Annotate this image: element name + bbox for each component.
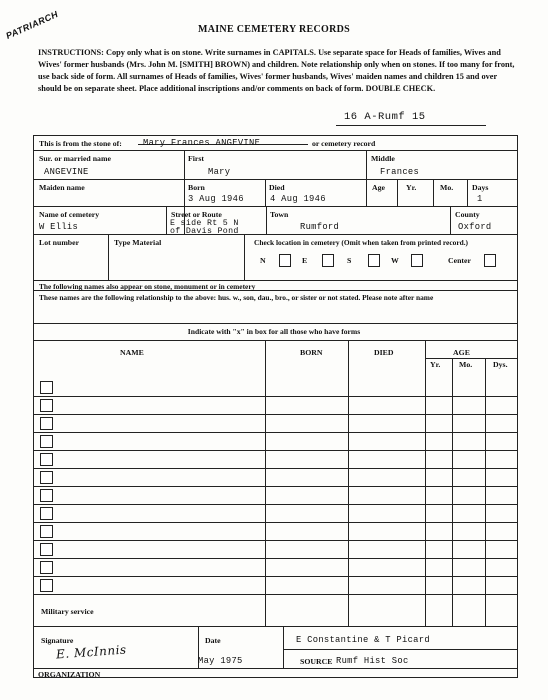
divider	[348, 340, 349, 626]
divider	[33, 234, 518, 235]
divider	[33, 206, 518, 207]
divider	[485, 358, 486, 626]
has-form-checkbox[interactable]	[40, 471, 53, 484]
cemetery-record-label: or cemetery record	[312, 139, 376, 148]
divider	[108, 234, 109, 280]
reference-underline	[336, 125, 486, 126]
cemetery-name-value: W Ellis	[39, 222, 79, 232]
has-form-checkbox[interactable]	[40, 453, 53, 466]
location-s-checkbox[interactable]	[368, 254, 380, 267]
table-row-divider	[33, 468, 518, 469]
county-value: Oxford	[458, 222, 492, 232]
table-row-divider	[33, 540, 518, 541]
location-w-checkbox[interactable]	[411, 254, 423, 267]
from-stone-label: This is from the stone of:	[39, 139, 122, 148]
table-row-divider	[33, 594, 518, 595]
middle-name-value: Frances	[380, 167, 420, 177]
age-years-column-header: Yr.	[430, 360, 441, 369]
first-name-value: Mary	[208, 167, 231, 177]
surname-label: Sur. or married name	[39, 154, 111, 163]
first-name-label: First	[188, 154, 205, 163]
stone-of-value: Mary Frances ANGEVINE	[143, 138, 261, 148]
signature-value: E. McInnis	[55, 642, 127, 662]
age-column-header: AGE	[453, 348, 470, 357]
location-center-checkbox[interactable]	[484, 254, 496, 267]
divider	[166, 206, 167, 234]
table-row-divider	[33, 414, 518, 415]
location-e-label: E	[302, 256, 308, 265]
divider	[33, 179, 518, 180]
divider	[33, 280, 518, 281]
has-form-checkbox[interactable]	[40, 507, 53, 520]
divider	[283, 649, 518, 650]
divider	[425, 340, 426, 626]
has-form-checkbox[interactable]	[40, 489, 53, 502]
indicate-label: Indicate with "x" in box for all those who have forms	[187, 327, 361, 336]
divider	[397, 179, 398, 206]
divider	[265, 179, 266, 206]
patriarch-annotation: PATRIARCH	[4, 9, 60, 41]
type-material-label: Type Material	[114, 238, 162, 247]
has-form-checkbox[interactable]	[40, 417, 53, 430]
table-row-divider	[33, 396, 518, 397]
divider	[33, 340, 518, 341]
has-form-checkbox[interactable]	[40, 399, 53, 412]
table-row-divider	[33, 450, 518, 451]
divider	[266, 206, 267, 234]
relationship-label: These names are the following relationship to the above: hus. w., son, dau., bro., or sister or not stated. Please note after name	[39, 293, 434, 302]
location-s-label: S	[347, 256, 352, 265]
died-value: 4 Aug 1946	[270, 194, 326, 204]
died-column-header: DIED	[374, 348, 394, 357]
table-row-divider	[33, 558, 518, 559]
town-value: Rumford	[300, 222, 340, 232]
military-service-label: Military service	[41, 607, 94, 616]
instructions-text: INSTRUCTIONS: Copy only what is on stone. Write surnames in CAPITALS. Use separate space for Heads of families, Wives and Wives' former husbands (Mrs. John M. [SMITH] BROWN) and children. Note relationship only when on stones. If too many for front, use back side of form. All surnames of Heads of families, Wives' former husbands, Wives' maiden names and children 15 and over should be on separate sheet. Place additional inscriptions and/or comments on back of form. DOUBLE CHECK.	[38, 48, 515, 93]
source-label: SOURCE	[300, 657, 333, 666]
date-label: Date	[205, 636, 221, 645]
signature-label: Signature	[41, 636, 74, 645]
reference-number: 16 A-Rumf 15	[344, 111, 426, 123]
table-row-divider	[33, 486, 518, 487]
location-n-label: N	[260, 256, 266, 265]
has-form-checkbox[interactable]	[40, 543, 53, 556]
divider	[33, 626, 518, 627]
born-label: Born	[188, 183, 205, 192]
town-label: Town	[270, 210, 289, 219]
divider	[33, 323, 518, 324]
county-label: County	[455, 210, 480, 219]
location-w-label: W	[391, 256, 399, 265]
has-form-checkbox[interactable]	[40, 381, 53, 394]
age-days-value: 1	[477, 194, 483, 204]
age-days-column-header: Dys.	[493, 360, 508, 369]
surname-value: ANGEVINE	[44, 167, 89, 177]
table-row-divider	[33, 504, 518, 505]
divider	[244, 234, 245, 280]
street-route-line2: of Davis Pond	[170, 227, 239, 236]
divider	[467, 179, 468, 206]
recorders-value: E Constantine & T Picard	[296, 635, 430, 645]
street-route-line1: E side Rt 5 N	[170, 219, 239, 228]
location-e-checkbox[interactable]	[322, 254, 334, 267]
has-form-checkbox[interactable]	[40, 579, 53, 592]
maiden-name-label: Maiden name	[39, 183, 85, 192]
age-label: Age	[372, 183, 385, 192]
has-form-checkbox[interactable]	[40, 525, 53, 538]
source-value: Rumf Hist Soc	[336, 656, 409, 666]
divider	[366, 150, 367, 206]
location-center-label: Center	[448, 256, 471, 265]
name-column-header: NAME	[120, 348, 144, 357]
table-row-divider	[33, 522, 518, 523]
lot-number-label: Lot number	[39, 238, 80, 247]
age-years-label: Yr.	[406, 183, 417, 192]
check-location-label: Check location in cemetery (Omit when taken from printed record.)	[254, 238, 469, 247]
divider	[33, 668, 518, 669]
table-row-divider	[33, 432, 518, 433]
age-months-column-header: Mo.	[459, 360, 473, 369]
also-appear-label: The following names also appear on stone, monument or in cemetery	[39, 282, 256, 291]
divider	[450, 206, 451, 234]
divider	[452, 358, 453, 626]
divider	[433, 179, 434, 206]
middle-name-label: Middle	[371, 154, 395, 163]
age-days-label: Days	[472, 183, 489, 192]
born-value: 3 Aug 1946	[188, 194, 244, 204]
age-subheader-rule	[425, 358, 518, 359]
table-row-divider	[33, 576, 518, 577]
age-months-label: Mo.	[440, 183, 454, 192]
cemetery-name-label: Name of cemetery	[39, 210, 100, 219]
has-form-checkbox[interactable]	[40, 435, 53, 448]
has-form-checkbox[interactable]	[40, 561, 53, 574]
form-title: MAINE CEMETERY RECORDS	[197, 24, 350, 35]
street-route-label: Street or Route	[171, 210, 222, 219]
died-label: Died	[269, 183, 285, 192]
location-n-checkbox[interactable]	[279, 254, 291, 267]
organization-label: ORGANIZATION	[38, 670, 101, 679]
divider	[33, 150, 518, 151]
divider	[283, 626, 284, 668]
divider	[265, 340, 266, 626]
born-column-header: BORN	[300, 348, 323, 357]
date-value: May 1975	[198, 656, 243, 666]
